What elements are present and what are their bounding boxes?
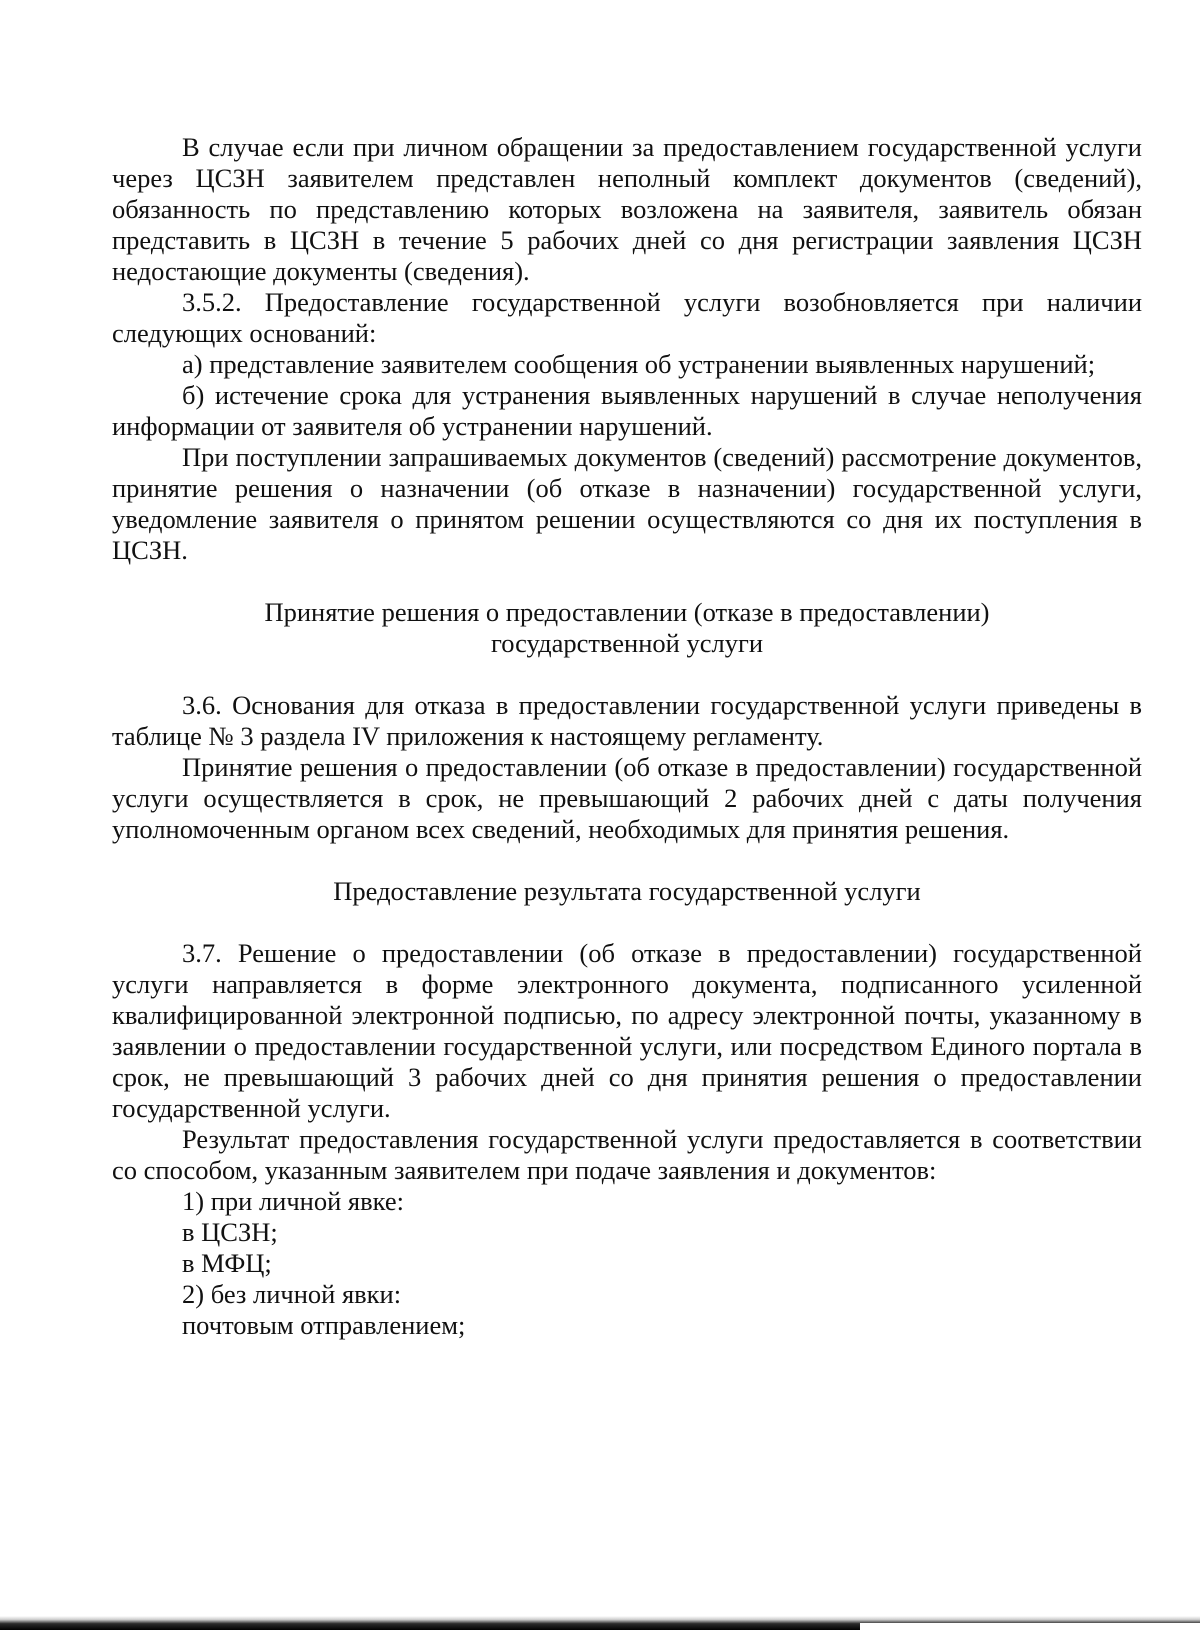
paragraph-3-5-2: 3.5.2. Предоставление государственной услуги возобновляется при наличии следующих оснований: [112,287,1142,348]
paragraph-result-method: Результат предоставления государственной услуги предоставляется в соответствии со способом, указанным заявителем при подаче заявления и документов: [112,1124,1142,1185]
paragraph-item-b: б) истечение срока для устранения выявленных нарушений в случае неполучения информации от заявителя об устранении нарушений. [112,380,1142,441]
paragraph-3-7: 3.7. Решение о предоставлении (об отказе в предоставлении) государственной услуги направляется в форме электронного документа, подписанного усиленной квалифицированной электронной подписью, по адресу электронной почты, указанному в заявлении о предоставлении государственной услуги, или посредством Единого портала в срок, не превышающий 3 рабочих дней со дня принятия решения о предоставлении государственной услуги. [112,938,1142,1123]
list-line-postal: почтовым отправлением; [182,1310,466,1340]
paragraph-3-6: 3.6. Основания для отказа в предоставлении государственной услуги приведены в таблице № 3 раздела IV приложения к настоящему регламенту. [112,690,1142,751]
list-line-remote: 2) без личной явки: [182,1279,402,1309]
spacer [112,845,1142,876]
list-line-mfc: в МФЦ; [182,1248,272,1278]
spacer [112,907,1142,938]
section-heading-result: Предоставление результата государственной услуги [333,876,921,906]
spacer [112,566,1142,597]
list-line-personal: 1) при личной явке: [182,1186,404,1216]
scan-edge-gap [860,1623,1200,1630]
list-line-cszn: в ЦСЗН; [182,1217,278,1247]
paragraph-item-a: а) представление заявителем сообщения об устранении выявленных нарушений; [182,349,1096,379]
spacer [112,659,1142,690]
paragraph-on-receipt: При поступлении запрашиваемых документов (сведений) рассмотрение документов, принятие решения о назначении (об отказе в назначении) государственной услуги, уведомление заявителя о принятом решении осуществляются со дня их поступления в ЦСЗН. [112,442,1142,565]
paragraph-decision-term: Принятие решения о предоставлении (об отказе в предоставлении) государственной услуги осуществляется в срок, не превышающий 2 рабочих дней с даты получения уполномоченным органом всех сведений, необходимых для принятия решения. [112,752,1142,844]
paragraph-incomplete-documents: В случае если при личном обращении за предоставлением государственной услуги через ЦСЗН заявителем представлен неполный комплект документов (сведений), обязанность по представлению которых возложена на заявителя, заявитель обязан представить в ЦСЗН в течение 5 рабочих дней со дня регистрации заявления ЦСЗН недостающие документы (сведения). [112,132,1142,286]
section-heading-decision: Принятие решения о предоставлении (отказе в предоставлении) государственной услуги [264,597,990,658]
document-page [112,132,1142,1341]
